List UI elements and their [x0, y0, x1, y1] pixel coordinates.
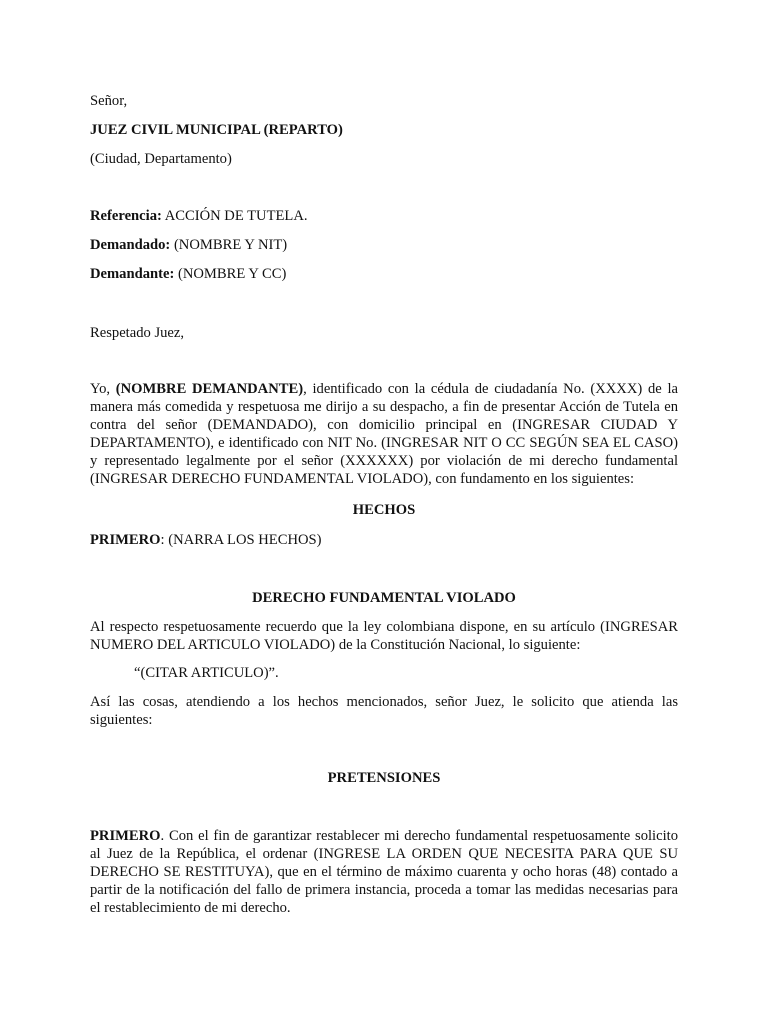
- pretensiones-first-label: PRIMERO: [90, 828, 161, 844]
- pretensiones-first-text: . Con el fin de garantizar restablecer mi derecho fundamental respetuosamente solicito al Juez de la República, el ordenar (INGRESE LA ORDEN QUE NECESITA PARA QUE SU DERECHO SE RESTITUYA), que en el término de máximo cuarenta y ocho horas (48) contado a partir de la notificación del fallo de primera instancia, proceda a tomar las medidas necesarias para el restablecimiento de mi derecho.: [90, 828, 678, 916]
- greeting: Respetado Juez,: [90, 325, 185, 341]
- reference-line: [90, 207, 308, 225]
- judge-title: JUEZ CIVIL MUNICIPAL (REPARTO): [90, 122, 343, 138]
- demandado-label: Demandado:: [90, 237, 171, 253]
- intro-paragraph: [90, 380, 678, 488]
- demandado-line: [90, 236, 287, 254]
- demandante-label: Demandante:: [90, 266, 175, 282]
- pretensiones-heading: PRETENSIONES: [327, 770, 441, 786]
- intro-name: (NOMBRE DEMANDANTE): [115, 381, 304, 397]
- judge-location: (Ciudad, Departamento): [90, 151, 232, 167]
- intro-rest: , identificado con la cédula de ciudadanía No. (XXXX) de la manera más comedida y respetuosa me dirijo a su despacho, a fin de presentar Acción de Tutela en contra del señor (DEMANDADO), con domicilio principal en (INGRESAR CIUDAD Y DEPARTAMENTO), e identificado con NIT No. (INGRESAR NIT O CC SEGÚN SEA EL CASO) y representado legalmente por el señor (XXXXXX) por violación de mi derecho fundamental (INGRESAR DERECHO FUNDAMENTAL VIOLADO), con fundamento en los siguientes:: [90, 381, 678, 487]
- demandado-value: (NOMBRE Y NIT): [173, 237, 288, 253]
- reference-value: ACCIÓN DE TUTELA.: [164, 208, 308, 224]
- hechos-first-label: PRIMERO: [90, 532, 161, 548]
- demandante-value: (NOMBRE Y CC): [177, 266, 287, 282]
- derecho-closing: Así las cosas, atendiendo a los hechos mencionados, señor Juez, le solicito que atienda las siguientes:: [90, 694, 678, 728]
- intro-start: Yo,: [90, 381, 111, 397]
- derecho-heading: DERECHO FUNDAMENTAL VIOLADO: [252, 590, 516, 606]
- reference-label: Referencia:: [90, 208, 162, 224]
- hechos-first-text: : (NARRA LOS HECHOS): [160, 532, 322, 548]
- demandante-line: [90, 265, 286, 283]
- hechos-first: [90, 531, 322, 549]
- salutation: Señor,: [90, 93, 128, 109]
- derecho-quote: “(CITAR ARTICULO)”.: [134, 665, 279, 681]
- document-page: [90, 0, 678, 1024]
- pretensiones-first: [90, 827, 678, 917]
- derecho-paragraph: Al respecto respetuosamente recuerdo que la ley colombiana dispone, en su artículo (INGRESAR NUMERO DEL ARTICULO VIOLADO) de la Constitución Nacional, lo siguiente:: [90, 619, 678, 653]
- hechos-heading: HECHOS: [352, 502, 416, 518]
